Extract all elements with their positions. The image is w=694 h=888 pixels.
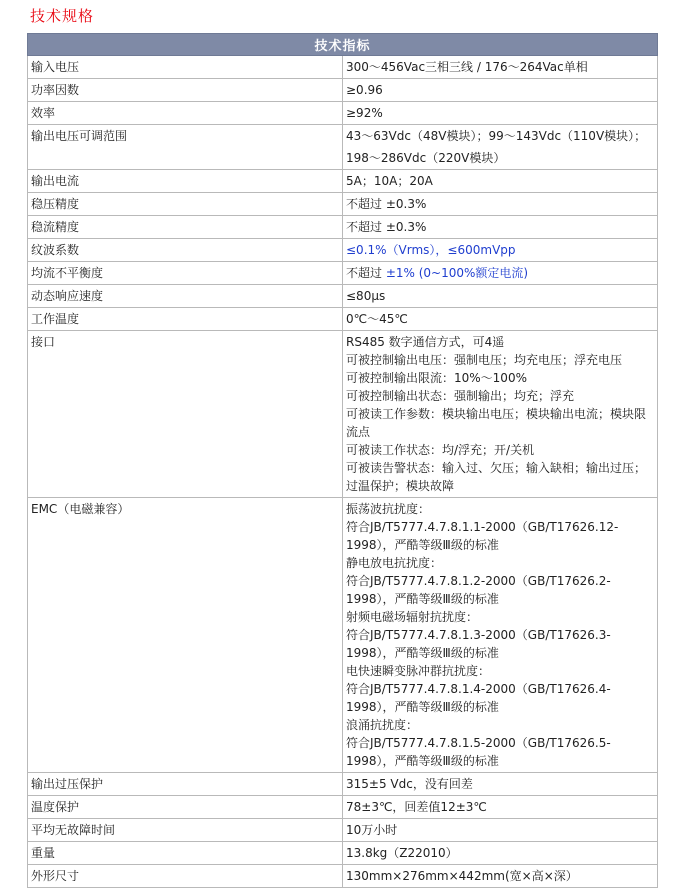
value-line: 130mm×276mm×442mm(宽×高×深） — [346, 869, 578, 883]
table-row — [28, 285, 658, 308]
row-label: 工作温度 — [28, 308, 343, 331]
table-row — [28, 842, 658, 865]
table-header: 技术指标 — [28, 34, 658, 56]
value-highlight: ±1% (0~100%额定电流) — [385, 266, 529, 280]
value-prefix: 不超过 — [346, 266, 386, 280]
value-line — [346, 266, 528, 280]
value-line: 43～63Vdc（48V模块）；99～143Vdc（110V模块）；198～286Vdc（220V模块） — [346, 129, 647, 165]
row-value — [343, 308, 658, 331]
table-row — [28, 773, 658, 796]
row-value — [343, 773, 658, 796]
value-line: 可被控制输出状态：强制输出；均充；浮充 — [346, 389, 575, 403]
row-value — [343, 865, 658, 888]
value-line: RS485 数字通信方式，可4遥 — [346, 335, 505, 349]
row-label: 输入电压 — [28, 56, 343, 79]
row-value — [343, 842, 658, 865]
value-line: ≤80μs — [346, 289, 386, 303]
row-label: 稳压精度 — [28, 193, 343, 216]
row-label: EMC（电磁兼容） — [28, 498, 343, 773]
spec-table-body — [28, 56, 658, 888]
value-line: 可被控制输出限流：10%～100% — [346, 371, 527, 385]
table-row — [28, 79, 658, 102]
row-label: 输出电压可调范围 — [28, 125, 343, 170]
value-line: 13.8kg（Z22010） — [346, 846, 458, 860]
row-label: 动态响应速度 — [28, 285, 343, 308]
row-label: 外形尺寸 — [28, 865, 343, 888]
value-line: 可被读工作参数：模块输出电压；模块输出电流；模块限流点 — [346, 407, 647, 439]
table-row — [28, 796, 658, 819]
table-row — [28, 102, 658, 125]
page-title: 技术规格 — [30, 7, 95, 25]
row-value — [343, 498, 658, 773]
value-line: 可被控制输出电压：强制电压；均充电压；浮充电压 — [346, 353, 623, 367]
row-value — [343, 262, 658, 285]
value-line: 不超过 ±0.3% — [346, 197, 427, 211]
row-label: 纹波系数 — [28, 239, 343, 262]
table-row — [28, 216, 658, 239]
row-label: 输出电流 — [28, 170, 343, 193]
value-line: 符合JB/T5777.4.7.8.1.2-2000（GB/T17626.2-1998），严酷等级Ⅲ级的标准 — [346, 574, 611, 606]
table-row — [28, 262, 658, 285]
value-line: 静电放电抗扰度： — [346, 556, 443, 570]
row-value — [343, 285, 658, 308]
row-label: 输出过压保护 — [28, 773, 343, 796]
row-label: 重量 — [28, 842, 343, 865]
value-line: 0℃～45℃ — [346, 312, 408, 326]
row-label: 平均无故障时间 — [28, 819, 343, 842]
value-line: 315±5 Vdc，没有回差 — [346, 777, 473, 791]
value-line: ≤0.1%（Vrms），≤600mVpp — [346, 243, 516, 257]
table-row — [28, 239, 658, 262]
row-label: 效率 — [28, 102, 343, 125]
table-row — [28, 170, 658, 193]
row-label: 稳流精度 — [28, 216, 343, 239]
value-line: 符合JB/T5777.4.7.8.1.1-2000（GB/T17626.12-1998），严酷等级Ⅲ级的标准 — [346, 520, 619, 552]
row-label: 均流不平衡度 — [28, 262, 343, 285]
table-row — [28, 865, 658, 888]
row-label: 功率因数 — [28, 79, 343, 102]
row-label: 温度保护 — [28, 796, 343, 819]
table-row — [28, 498, 658, 773]
value-line: 符合JB/T5777.4.7.8.1.4-2000（GB/T17626.4-1998），严酷等级Ⅲ级的标准 — [346, 682, 611, 714]
row-label: 接口 — [28, 331, 343, 498]
value-line: ≥0.96 — [346, 83, 383, 97]
row-value — [343, 170, 658, 193]
row-value — [343, 796, 658, 819]
table-row — [28, 193, 658, 216]
value-line: 300～456Vac三相三线 / 176～264Vac单相 — [346, 60, 588, 74]
value-line: 可被读告警状态：输入过、欠压；输入缺相；输出过压；过温保护；模块故障 — [346, 461, 647, 493]
table-row — [28, 125, 658, 170]
row-value — [343, 331, 658, 498]
value-line: ≥92% — [346, 106, 383, 120]
row-value — [343, 216, 658, 239]
row-value — [343, 819, 658, 842]
row-value — [343, 79, 658, 102]
row-value — [343, 56, 658, 79]
spec-table — [27, 33, 658, 888]
table-row — [28, 56, 658, 79]
value-line: 不超过 ±0.3% — [346, 220, 427, 234]
value-line: 振荡波抗扰度： — [346, 502, 431, 516]
value-line: 电快速瞬变脉冲群抗扰度： — [346, 664, 491, 678]
value-line: 可被读工作状态：均/浮充；开/关机 — [346, 443, 535, 457]
row-value — [343, 239, 658, 262]
table-row — [28, 331, 658, 498]
value-line: 5A；10A；20A — [346, 174, 433, 188]
value-line: 符合JB/T5777.4.7.8.1.3-2000（GB/T17626.3-1998），严酷等级Ⅲ级的标准 — [346, 628, 611, 660]
row-value — [343, 102, 658, 125]
row-value — [343, 193, 658, 216]
value-line: 78±3℃，回差值12±3℃ — [346, 800, 487, 814]
table-row — [28, 819, 658, 842]
value-line: 符合JB/T5777.4.7.8.1.5-2000（GB/T17626.5-1998），严酷等级Ⅲ级的标准 — [346, 736, 611, 768]
row-value — [343, 125, 658, 170]
value-line: 射频电磁场辐射抗扰度： — [346, 610, 479, 624]
table-row — [28, 308, 658, 331]
value-line: 浪涌抗扰度： — [346, 718, 419, 732]
value-line: 10万小时 — [346, 823, 398, 837]
